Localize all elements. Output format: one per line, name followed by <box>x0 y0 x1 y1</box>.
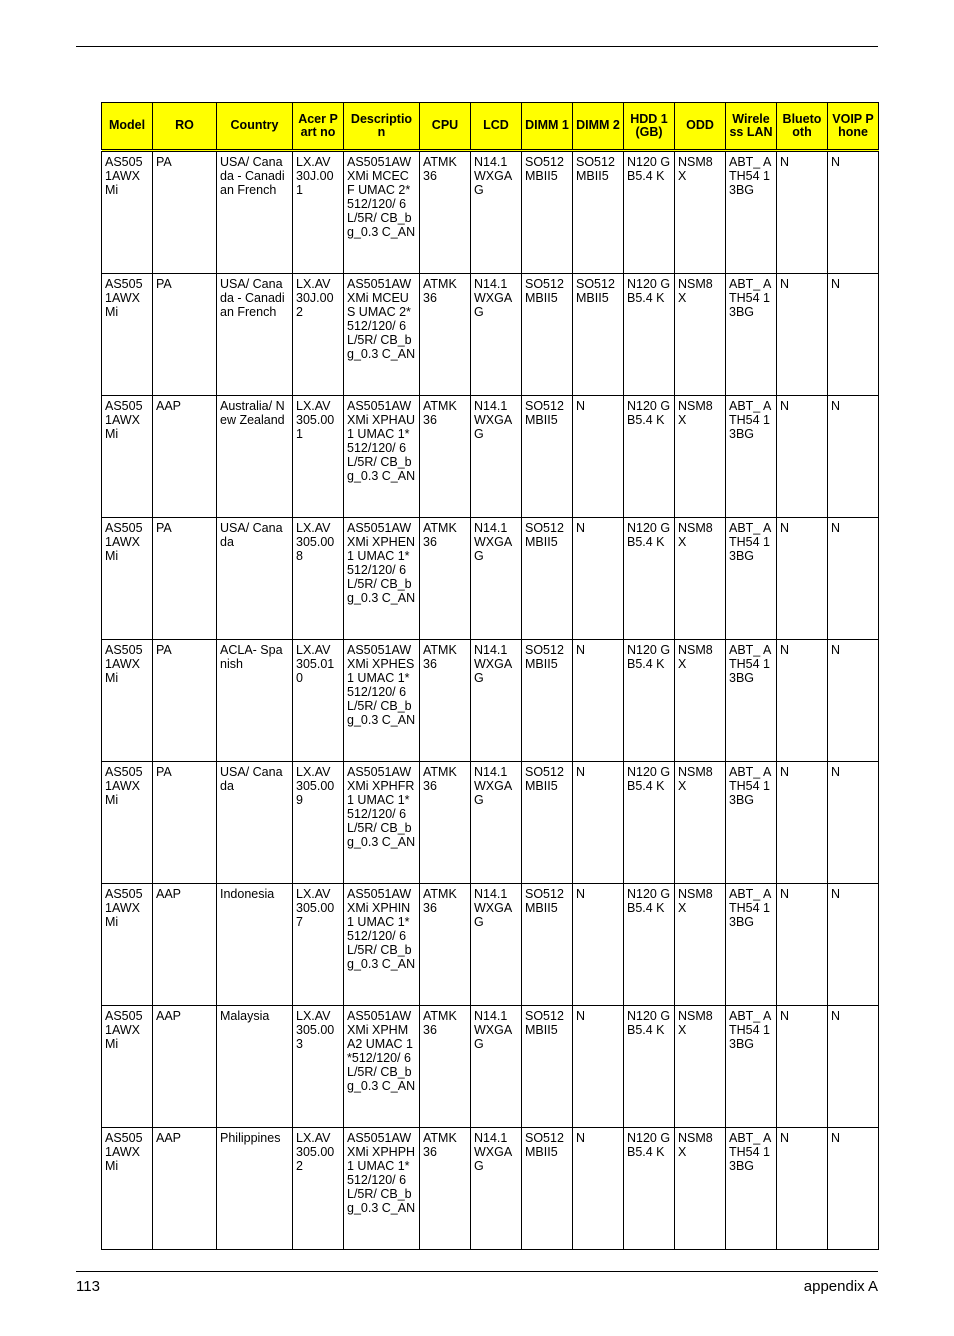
table-cell: N120 GB5.4 K <box>624 762 675 884</box>
table-cell: PA <box>153 640 217 762</box>
table-cell: ABT_ ATH54 13BG <box>726 274 777 396</box>
table-cell: SO512 MBII5 <box>522 151 573 274</box>
table-cell: ATMK 36 <box>420 884 471 1006</box>
table-cell: AS505 1AWX Mi <box>102 1006 153 1128</box>
column-header: Model <box>102 103 153 151</box>
table-cell: ABT_ ATH54 13BG <box>726 1006 777 1128</box>
table-cell: LX.AV 30J.00 1 <box>293 151 344 274</box>
table-cell: ATMK 36 <box>420 274 471 396</box>
table-row <box>102 1128 879 1250</box>
table-cell: N14.1 WXGA G <box>471 1128 522 1250</box>
table-cell: SO512 MBII5 <box>522 1006 573 1128</box>
column-header: Blueto oth <box>777 103 828 151</box>
column-header: Wirele ss LAN <box>726 103 777 151</box>
table-cell: AS505 1AWX Mi <box>102 640 153 762</box>
column-header: DIMM 1 <box>522 103 573 151</box>
table-cell: N14.1 WXGA G <box>471 1006 522 1128</box>
table-cell: N <box>573 640 624 762</box>
table-cell: N <box>573 884 624 1006</box>
table-cell: NSM8 X <box>675 1128 726 1250</box>
table-cell: N <box>828 518 879 640</box>
table-cell: ABT_ ATH54 13BG <box>726 518 777 640</box>
table-cell: SO512 MBII5 <box>522 518 573 640</box>
table-cell: N14.1 WXGA G <box>471 274 522 396</box>
table-row <box>102 396 879 518</box>
table-cell: AS5051AW XMi XPHES1 UMAC 1*512/120/ 6L/5R/ CB_bg_0.3 C_AN <box>344 640 420 762</box>
table-cell: N <box>573 396 624 518</box>
table-cell: NSM8 X <box>675 518 726 640</box>
table-cell: SO512 MBII5 <box>573 151 624 274</box>
table-cell: NSM8 X <box>675 762 726 884</box>
table-cell: LX.AV 305.00 8 <box>293 518 344 640</box>
table-cell: NSM8 X <box>675 396 726 518</box>
table-row <box>102 1006 879 1128</box>
table-cell: AS5051AW XMi XPHIN1 UMAC 1*512/120/ 6L/5R/ CB_bg_0.3 C_AN <box>344 884 420 1006</box>
table-cell: AS505 1AWX Mi <box>102 762 153 884</box>
section-label: appendix A <box>803 1278 878 1295</box>
table-cell: N120 GB5.4 K <box>624 151 675 274</box>
table-cell: N120 GB5.4 K <box>624 884 675 1006</box>
table-cell: N <box>828 151 879 274</box>
table-cell: AS505 1AWX Mi <box>102 1128 153 1250</box>
table-cell: N <box>828 1128 879 1250</box>
table-cell: AS5051AW XMi XPHFR1 UMAC 1*512/120/ 6L/5R/ CB_bg_0.3 C_AN <box>344 762 420 884</box>
column-header: CPU <box>420 103 471 151</box>
bottom-rule <box>76 1271 878 1272</box>
table-cell: LX.AV 305.00 9 <box>293 762 344 884</box>
table-cell: Australia/ New Zealand <box>217 396 293 518</box>
table-cell: USA/ Canada - Canadian French <box>217 274 293 396</box>
table-row <box>102 762 879 884</box>
table-cell: AS5051AW XMi XPHMA2 UMAC 1*512/120/ 6L/5R/ CB_bg_0.3 C_AN <box>344 1006 420 1128</box>
table-cell: SO512 MBII5 <box>522 396 573 518</box>
table-cell: ATMK 36 <box>420 151 471 274</box>
table-cell: NSM8 X <box>675 1006 726 1128</box>
table-cell: AS505 1AWX Mi <box>102 396 153 518</box>
table-cell: ATMK 36 <box>420 762 471 884</box>
table-cell: N <box>828 884 879 1006</box>
table-cell: N <box>777 762 828 884</box>
table-cell: USA/ Canada <box>217 762 293 884</box>
table-cell: LX.AV 305.00 1 <box>293 396 344 518</box>
table-cell: LX.AV 305.00 7 <box>293 884 344 1006</box>
table-row <box>102 884 879 1006</box>
table-cell: AS5051AW XMi MCECF UMAC 2*512/120/ 6L/5R/ CB_bg_0.3 C_AN <box>344 151 420 274</box>
table-cell: N14.1 WXGA G <box>471 151 522 274</box>
column-header: Country <box>217 103 293 151</box>
table-cell: SO512 MBII5 <box>573 274 624 396</box>
table-cell: N14.1 WXGA G <box>471 762 522 884</box>
table-cell: ATMK 36 <box>420 518 471 640</box>
table-cell: N <box>777 518 828 640</box>
table-cell: N <box>777 151 828 274</box>
table-cell: NSM8 X <box>675 884 726 1006</box>
table-cell: AAP <box>153 884 217 1006</box>
table-cell: LX.AV 305.01 0 <box>293 640 344 762</box>
table-cell: SO512 MBII5 <box>522 762 573 884</box>
column-header: Descriptio n <box>344 103 420 151</box>
table-cell: ABT_ ATH54 13BG <box>726 640 777 762</box>
table-cell: N14.1 WXGA G <box>471 396 522 518</box>
table-cell: N14.1 WXGA G <box>471 640 522 762</box>
table-cell: AS5051AW XMi XPHAU1 UMAC 1*512/120/ 6L/5R/ CB_bg_0.3 C_AN <box>344 396 420 518</box>
table-row <box>102 151 879 274</box>
table-cell: N120 GB5.4 K <box>624 518 675 640</box>
table-cell: N <box>573 1006 624 1128</box>
table-cell: AS505 1AWX Mi <box>102 518 153 640</box>
table-cell: N <box>828 640 879 762</box>
table-cell: N14.1 WXGA G <box>471 884 522 1006</box>
table-cell: ACLA- Spanish <box>217 640 293 762</box>
table-body <box>102 151 879 1250</box>
table-cell: ABT_ ATH54 13BG <box>726 884 777 1006</box>
table-cell: AAP <box>153 1006 217 1128</box>
table-cell: N <box>777 640 828 762</box>
table-cell: SO512 MBII5 <box>522 274 573 396</box>
table-cell: N120 GB5.4 K <box>624 396 675 518</box>
table-row <box>102 640 879 762</box>
table-cell: SO512 MBII5 <box>522 640 573 762</box>
table-cell: N14.1 WXGA G <box>471 518 522 640</box>
header-row <box>102 103 879 151</box>
column-header: HDD 1 (GB) <box>624 103 675 151</box>
table-header <box>102 103 879 151</box>
table-cell: NSM8 X <box>675 640 726 762</box>
table-cell: N <box>828 762 879 884</box>
table-cell: SO512 MBII5 <box>522 884 573 1006</box>
table-cell: N <box>828 1006 879 1128</box>
table-cell: AS5051AW XMi XPHPH1 UMAC 1*512/120/ 6L/5R/ CB_bg_0.3 C_AN <box>344 1128 420 1250</box>
table-cell: AS5051AW XMi MCEUS UMAC 2*512/120/ 6L/5R/ CB_bg_0.3 C_AN <box>344 274 420 396</box>
table-cell: LX.AV 30J.00 2 <box>293 274 344 396</box>
model-spec-table <box>101 102 879 1250</box>
table-cell: NSM8 X <box>675 151 726 274</box>
page-number: 113 <box>76 1278 100 1295</box>
table-cell: Philippines <box>217 1128 293 1250</box>
table-cell: AS505 1AWX Mi <box>102 151 153 274</box>
top-rule <box>76 46 878 47</box>
table-cell: ATMK 36 <box>420 1006 471 1128</box>
table-cell: LX.AV 305.00 2 <box>293 1128 344 1250</box>
table-cell: NSM8 X <box>675 274 726 396</box>
table-cell: AAP <box>153 1128 217 1250</box>
column-header: VOIP Phone <box>828 103 879 151</box>
table-cell: ABT_ ATH54 13BG <box>726 396 777 518</box>
table-cell: LX.AV 305.00 3 <box>293 1006 344 1128</box>
table-cell: ABT_ ATH54 13BG <box>726 1128 777 1250</box>
table-cell: AS505 1AWX Mi <box>102 274 153 396</box>
table-cell: N <box>777 396 828 518</box>
column-header: LCD <box>471 103 522 151</box>
table-cell: ABT_ ATH54 13BG <box>726 762 777 884</box>
table-cell: SO512 MBII5 <box>522 1128 573 1250</box>
column-header: DIMM 2 <box>573 103 624 151</box>
spec-table-container <box>101 102 878 1250</box>
column-header: Acer Part no <box>293 103 344 151</box>
table-cell: USA/ Canada - Canadian French <box>217 151 293 274</box>
table-cell: N <box>573 762 624 884</box>
table-cell: PA <box>153 151 217 274</box>
table-cell: N <box>777 884 828 1006</box>
table-cell: PA <box>153 762 217 884</box>
table-cell: N <box>828 396 879 518</box>
table-cell: Malaysia <box>217 1006 293 1128</box>
table-cell: N <box>573 1128 624 1250</box>
column-header: ODD <box>675 103 726 151</box>
table-cell: AS5051AW XMi XPHEN1 UMAC 1*512/120/ 6L/5R/ CB_bg_0.3 C_AN <box>344 518 420 640</box>
table-cell: N <box>777 274 828 396</box>
table-cell: USA/ Canada <box>217 518 293 640</box>
table-row <box>102 274 879 396</box>
table-cell: PA <box>153 274 217 396</box>
table-cell: N120 GB5.4 K <box>624 1128 675 1250</box>
table-cell: N120 GB5.4 K <box>624 640 675 762</box>
table-cell: N <box>828 274 879 396</box>
table-cell: N <box>777 1128 828 1250</box>
table-cell: AAP <box>153 396 217 518</box>
table-cell: N120 GB5.4 K <box>624 1006 675 1128</box>
table-cell: ATMK 36 <box>420 396 471 518</box>
table-cell: N <box>573 518 624 640</box>
table-cell: ABT_ ATH54 13BG <box>726 151 777 274</box>
table-cell: AS505 1AWX Mi <box>102 884 153 1006</box>
table-cell: ATMK 36 <box>420 640 471 762</box>
table-cell: Indonesia <box>217 884 293 1006</box>
table-cell: N <box>777 1006 828 1128</box>
table-row <box>102 518 879 640</box>
table-cell: PA <box>153 518 217 640</box>
column-header: RO <box>153 103 217 151</box>
table-cell: ATMK 36 <box>420 1128 471 1250</box>
table-cell: N120 GB5.4 K <box>624 274 675 396</box>
